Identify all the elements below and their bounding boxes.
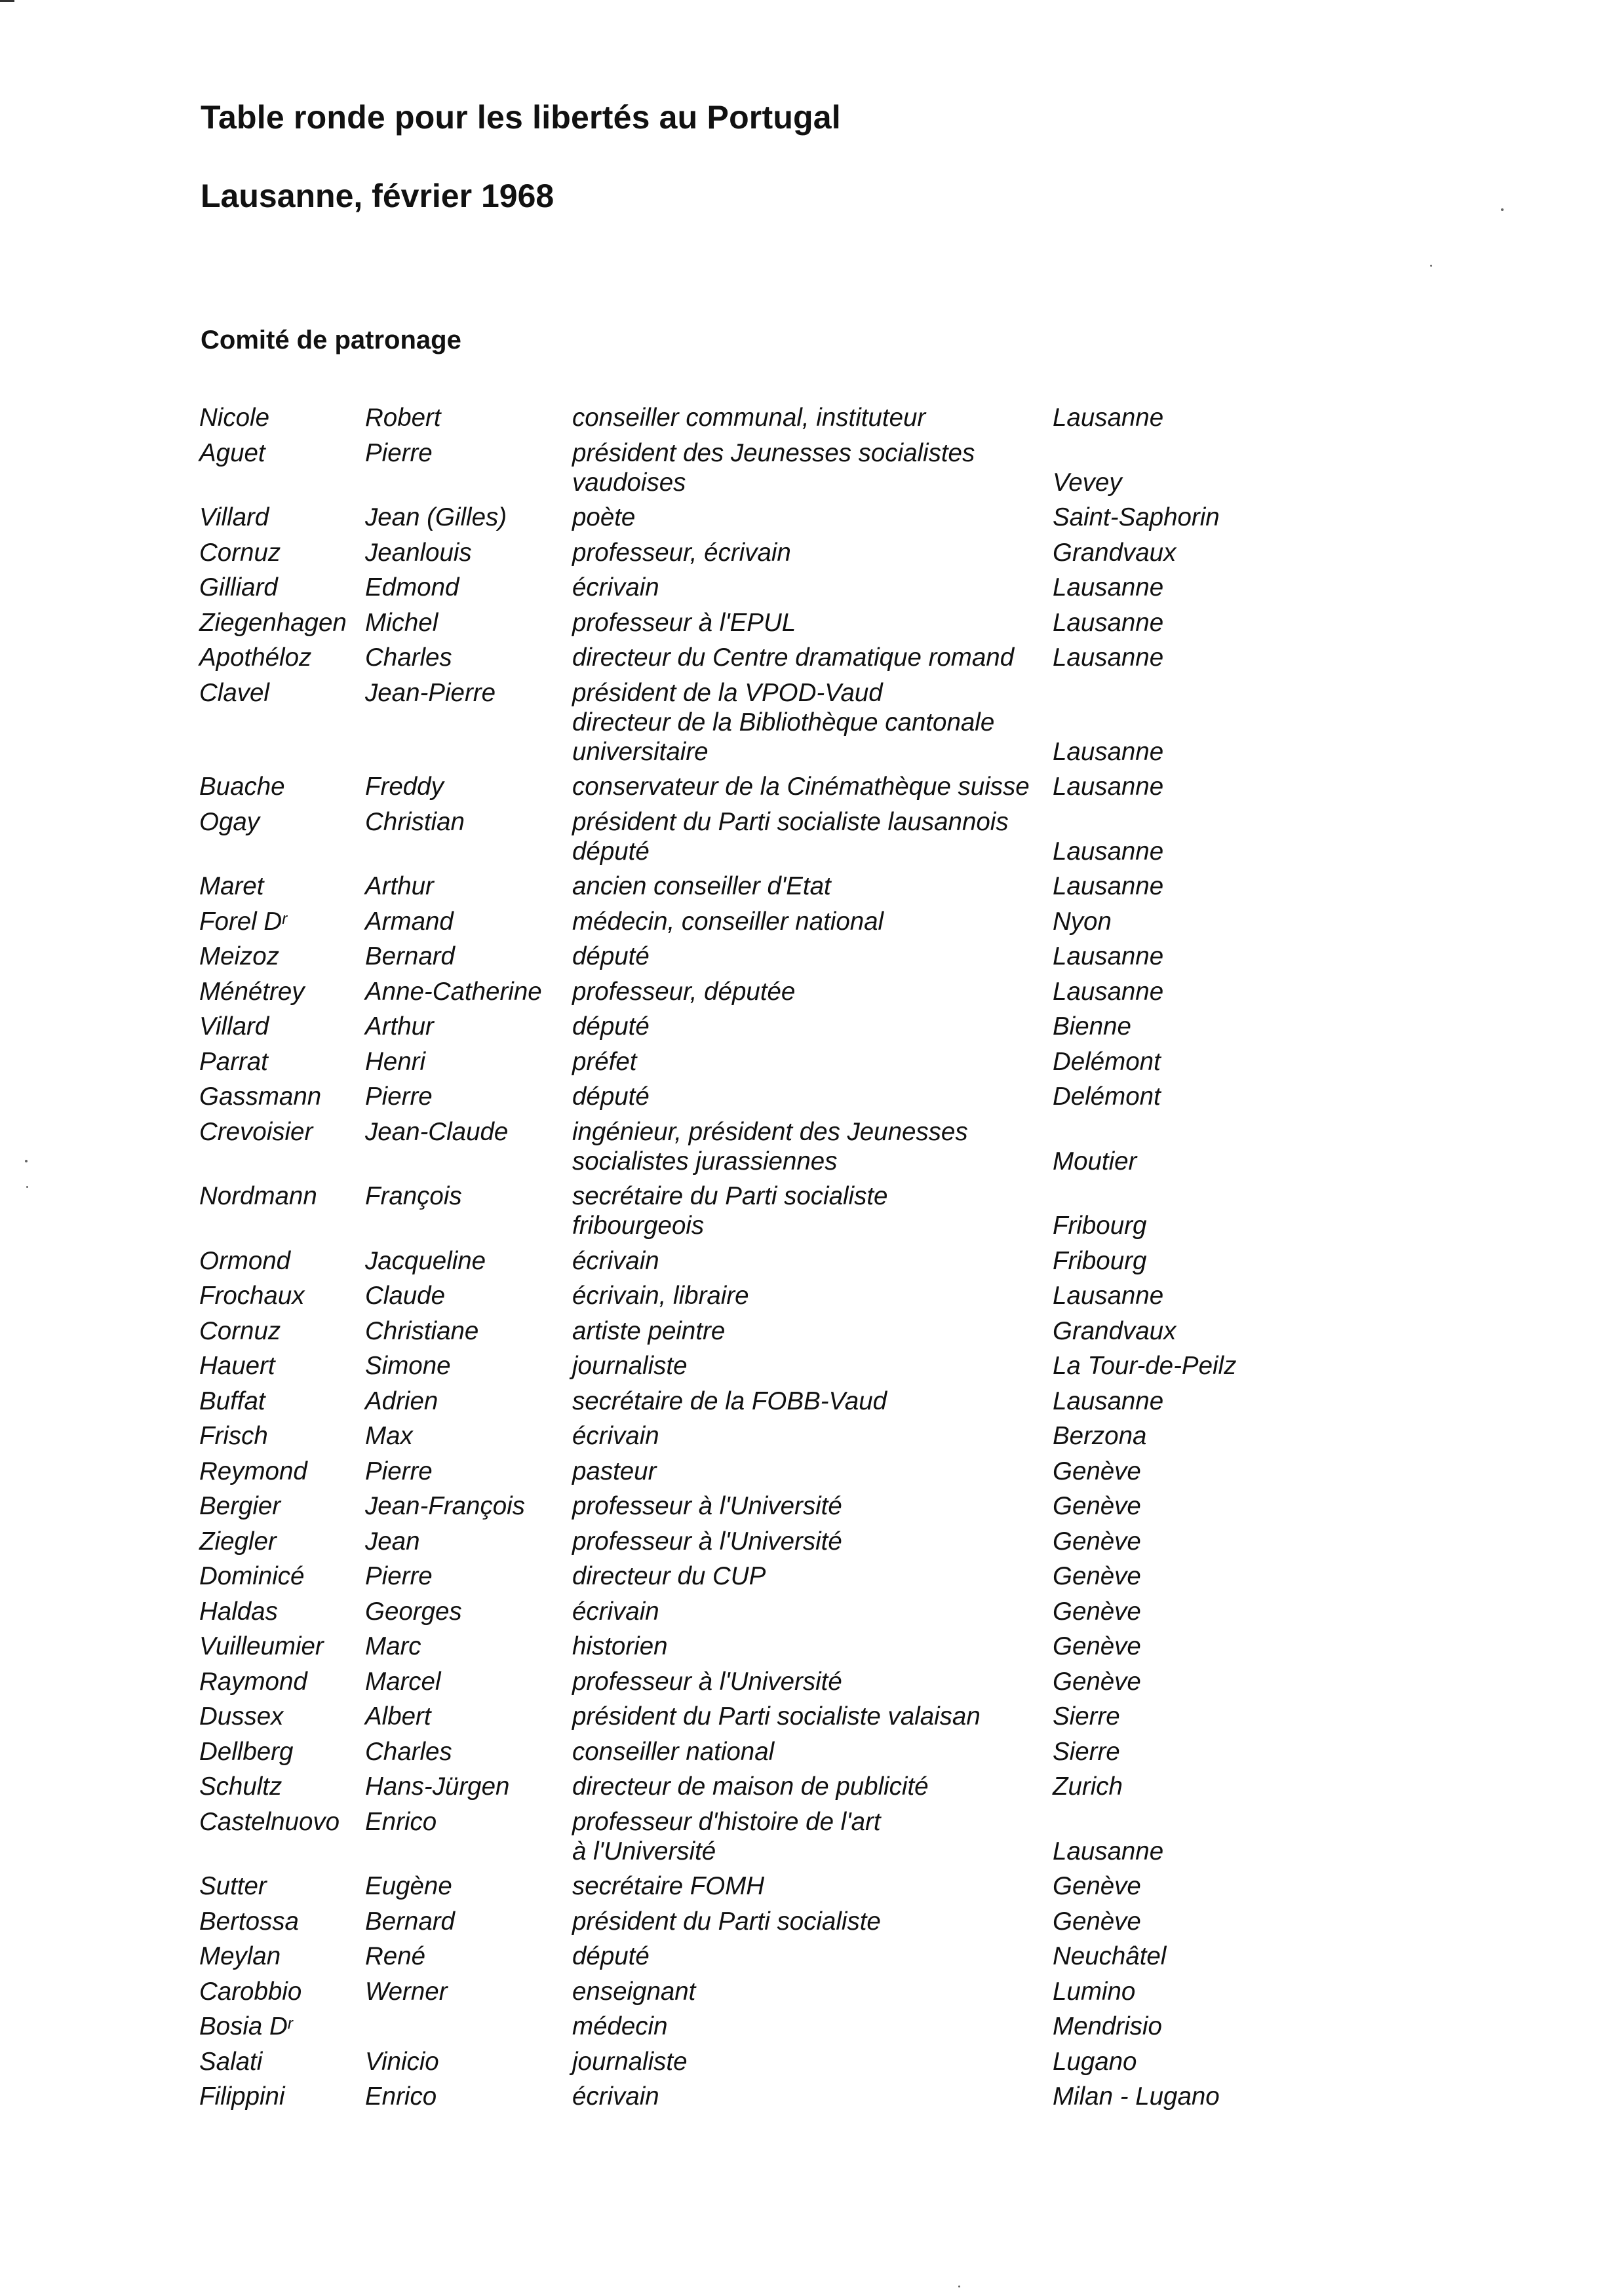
member-row <box>199 1702 1576 1737</box>
scan-corner-mark <box>0 0 14 2</box>
member-last-name-text: Buffat <box>199 1387 265 1415</box>
member-city: Lausanne <box>1053 773 1164 801</box>
member-role: poète <box>572 503 636 531</box>
member-last-name <box>199 977 305 1006</box>
member-last-name-text: Gilliard <box>199 573 278 602</box>
member-role: pasteur <box>572 1457 657 1485</box>
member-role: député <box>572 1012 650 1041</box>
member-last-name <box>199 1281 305 1311</box>
member-row <box>199 1457 1576 1492</box>
member-row <box>199 1421 1576 1457</box>
member-role: historien <box>572 1632 668 1660</box>
member-city: Fribourg <box>1053 1212 1147 1240</box>
member-role: secrétaire de la FOBB-Vaud <box>572 1387 887 1415</box>
member-first-name: Eugène <box>365 1872 452 1900</box>
scan-speck <box>26 1186 28 1188</box>
scan-speck <box>1501 208 1504 211</box>
member-city: Neuchâtel <box>1053 1942 1167 1970</box>
member-city: Lausanne <box>1053 977 1164 1006</box>
member-role: professeur à l'Université <box>572 1527 842 1556</box>
member-city: Grandvaux <box>1053 1316 1177 1345</box>
member-row <box>199 1977 1576 2012</box>
member-last-name <box>199 1421 268 1451</box>
member-last-name-text: Frisch <box>199 1422 268 1450</box>
member-first-name: Arthur <box>365 1012 434 1041</box>
member-row <box>199 2047 1576 2082</box>
member-last-name <box>199 1351 275 1381</box>
member-row <box>199 1351 1576 1387</box>
member-row <box>199 807 1576 872</box>
member-role: président du Parti socialiste lausannois député <box>572 807 1009 866</box>
member-first-name: Max <box>365 1422 413 1450</box>
member-row <box>199 772 1576 807</box>
member-first-name: Georges <box>365 1597 462 1626</box>
member-last-name-text: Carobbio <box>199 1977 302 2006</box>
member-last-name-text: Maret <box>199 872 264 900</box>
member-row <box>199 2012 1576 2047</box>
member-last-name-text: Meylan <box>199 1942 281 1970</box>
member-city: Lausanne <box>1053 837 1164 866</box>
member-title: $D^r$ <box>269 2012 293 2040</box>
member-city: Lausanne <box>1053 573 1164 602</box>
member-city: Genève <box>1053 1872 1141 1900</box>
member-last-name <box>199 643 311 672</box>
member-row <box>199 1667 1576 1702</box>
member-city: Lausanne <box>1053 942 1164 970</box>
member-row <box>199 678 1576 773</box>
member-city: Genève <box>1053 1632 1141 1660</box>
member-row <box>199 1491 1576 1527</box>
member-city: Saint-Saphorin <box>1053 503 1220 531</box>
member-first-name: Werner <box>365 1977 448 2006</box>
member-first-name: Claude <box>365 1282 446 1310</box>
member-city: Lugano <box>1053 2047 1137 2076</box>
member-first-name: Michel <box>365 608 438 637</box>
member-last-name <box>199 1561 304 1591</box>
member-first-name: Charles <box>365 643 452 672</box>
member-role: conseiller national <box>572 1737 775 1766</box>
member-last-name <box>199 772 285 801</box>
member-role: professeur d'histoire de l'art à l'Université <box>572 1807 881 1866</box>
member-last-name-text: Apothéloz <box>199 643 312 672</box>
member-role: professeur à l'Université <box>572 1667 842 1696</box>
member-city: Zurich <box>1053 1772 1123 1801</box>
member-role: président de la VPOD-Vaud directeur de la Bibliothèque cantonale universitaire <box>572 678 995 766</box>
member-last-name <box>199 1316 281 1346</box>
member-row <box>199 907 1576 942</box>
member-last-name-text: Sutter <box>199 1872 267 1900</box>
member-first-name: Armand <box>365 907 454 936</box>
member-last-name-text: Bosia <box>199 2012 263 2040</box>
member-last-name <box>199 2082 285 2111</box>
member-city: Lumino <box>1053 1977 1136 2006</box>
member-row <box>199 1316 1576 1352</box>
member-row <box>199 1181 1576 1246</box>
member-role: président des Jeunesses socialistes vaudoises <box>572 438 975 497</box>
member-first-name: Bernard <box>365 1907 455 1936</box>
member-first-name: Christian <box>365 807 465 836</box>
member-first-name: Simone <box>365 1352 451 1380</box>
member-first-name: Pierre <box>365 1562 433 1590</box>
member-role: député <box>572 1082 650 1111</box>
member-first-name: Pierre <box>365 1457 433 1485</box>
member-last-name <box>199 871 263 901</box>
member-city: Mendrisio <box>1053 2012 1162 2040</box>
member-city: Lausanne <box>1053 1387 1164 1415</box>
member-first-name: Pierre <box>365 1082 433 1111</box>
member-first-name: Jean <box>365 1527 420 1556</box>
member-role: professeur, écrivain <box>572 538 791 567</box>
member-row <box>199 643 1576 678</box>
member-role: directeur de maison de publicité <box>572 1772 929 1801</box>
member-last-name-text: Aguet <box>199 438 265 467</box>
member-row <box>199 871 1576 907</box>
member-first-name: Enrico <box>365 1807 437 1836</box>
member-role: écrivain <box>572 1422 659 1450</box>
member-last-name-text: Ménétrey <box>199 977 305 1006</box>
member-city: Grandvaux <box>1053 538 1177 567</box>
member-row <box>199 608 1576 643</box>
member-city: Genève <box>1053 1457 1141 1485</box>
member-last-name <box>199 1702 283 1731</box>
member-city: Nyon <box>1053 907 1112 936</box>
member-first-name: Jean-François <box>365 1492 525 1520</box>
member-city: Lausanne <box>1053 1282 1164 1310</box>
member-city: Genève <box>1053 1597 1141 1626</box>
member-row <box>199 1527 1576 1562</box>
member-last-name-text: Forel <box>199 907 257 936</box>
member-role: président du Parti socialiste valaisan <box>572 1702 981 1731</box>
member-last-name <box>199 1117 313 1147</box>
member-last-name-text: Castelnuovo <box>199 1807 340 1836</box>
member-role: ancien conseiller d'Etat <box>572 872 831 900</box>
member-first-name: Henri <box>365 1047 426 1076</box>
member-role: président du Parti socialiste <box>572 1907 881 1936</box>
member-first-name: Vinicio <box>365 2047 439 2076</box>
member-last-name-text: Filippini <box>199 2082 285 2111</box>
member-first-name: Arthur <box>365 872 434 900</box>
member-last-name <box>199 1737 293 1767</box>
member-role: médecin <box>572 2012 668 2040</box>
member-city: Sierre <box>1053 1702 1120 1731</box>
member-city: Berzona <box>1053 1422 1147 1450</box>
member-first-name: Marc <box>365 1632 421 1660</box>
member-row <box>199 1942 1576 1977</box>
member-city: Lausanne <box>1053 1837 1164 1866</box>
member-city: La Tour-de-Peilz <box>1053 1352 1237 1380</box>
member-last-name-text: Cornuz <box>199 538 281 567</box>
member-role: conservateur de la Cinémathèque suisse <box>572 773 1030 801</box>
scan-speck <box>958 2286 960 2287</box>
member-role: député <box>572 942 650 970</box>
member-last-name <box>199 1082 321 1111</box>
member-last-name-text: Ogay <box>199 807 260 836</box>
member-city: Lausanne <box>1053 737 1164 766</box>
member-role: écrivain, libraire <box>572 1282 749 1310</box>
member-last-name <box>199 1491 281 1521</box>
member-city: Moutier <box>1053 1147 1137 1176</box>
member-first-name: Robert <box>365 404 441 432</box>
member-first-name: Albert <box>365 1702 431 1731</box>
member-last-name-text: Dominicé <box>199 1562 305 1590</box>
member-last-name <box>199 403 269 432</box>
member-city: Lausanne <box>1053 608 1164 637</box>
member-last-name <box>199 1807 340 1837</box>
member-first-name: Hans-Jürgen <box>365 1772 510 1801</box>
member-last-name <box>199 942 279 971</box>
member-row <box>199 1561 1576 1597</box>
member-first-name: Edmond <box>365 573 459 602</box>
member-first-name: René <box>365 1942 426 1970</box>
member-last-name <box>199 2047 262 2076</box>
member-first-name: Jacqueline <box>365 1246 486 1275</box>
member-role: journaliste <box>572 2047 688 2076</box>
member-city: Genève <box>1053 1492 1141 1520</box>
member-row <box>199 1632 1576 1667</box>
member-role: préfet <box>572 1047 637 1076</box>
member-last-name-text: Gassmann <box>199 1082 322 1111</box>
member-last-name <box>199 1387 265 1416</box>
member-row <box>199 2082 1576 2117</box>
member-city: Vevey <box>1053 468 1122 497</box>
member-row <box>199 1907 1576 1942</box>
member-last-name-text: Meizoz <box>199 942 279 970</box>
member-row <box>199 1082 1576 1117</box>
member-last-name-text: Cornuz <box>199 1316 281 1345</box>
member-last-name-text: Bergier <box>199 1492 281 1520</box>
member-last-name-text: Buache <box>199 773 285 801</box>
member-last-name <box>199 538 281 567</box>
member-row <box>199 977 1576 1012</box>
member-row <box>199 438 1576 503</box>
member-role: secrétaire du Parti socialiste fribourgeois <box>572 1182 888 1240</box>
member-last-name-text: Schultz <box>199 1772 282 1801</box>
member-last-name-text: Frochaux <box>199 1282 305 1310</box>
member-role: ingénieur, président des Jeunesses socialistes jurassiennes <box>572 1117 968 1176</box>
member-last-name <box>199 1667 307 1696</box>
member-role: médecin, conseiller national <box>572 907 884 936</box>
member-last-name <box>199 678 269 708</box>
member-last-name-text: Reymond <box>199 1457 307 1485</box>
member-role: professeur à l'Université <box>572 1492 842 1520</box>
member-role: professeur à l'EPUL <box>572 608 796 637</box>
member-last-name <box>199 1012 269 1041</box>
member-role: écrivain <box>572 1597 659 1626</box>
member-last-name-text: Nordmann <box>199 1182 317 1210</box>
member-first-name: Adrien <box>365 1387 438 1415</box>
member-city: Genève <box>1053 1667 1141 1696</box>
member-first-name: Bernard <box>365 942 455 970</box>
member-last-name <box>199 1907 299 1936</box>
member-role: journaliste <box>572 1352 688 1380</box>
member-last-name-text: Ormond <box>199 1246 291 1275</box>
scan-speck <box>25 1160 28 1162</box>
member-role: artiste peintre <box>572 1316 726 1345</box>
section-heading: Comité de patronage <box>201 326 461 354</box>
member-last-name-text: Ziegenhagen <box>199 608 347 637</box>
member-last-name <box>199 1772 282 1801</box>
member-last-name-text: Haldas <box>199 1597 278 1626</box>
member-row <box>199 503 1576 538</box>
member-last-name <box>199 1047 268 1077</box>
member-city: Fribourg <box>1053 1246 1147 1275</box>
member-row <box>199 1246 1576 1282</box>
member-first-name: Christiane <box>365 1316 479 1345</box>
member-last-name-text: Raymond <box>199 1667 307 1696</box>
document-title: Table ronde pour les libertés au Portugal <box>201 99 841 136</box>
member-last-name <box>199 1457 307 1486</box>
member-city: Bienne <box>1053 1012 1131 1041</box>
member-last-name-text: Clavel <box>199 678 269 707</box>
member-row <box>199 1117 1576 1182</box>
member-last-name <box>199 1942 281 1971</box>
member-first-name: Jeanlouis <box>365 538 472 567</box>
member-last-name-text: Villard <box>199 503 269 531</box>
member-first-name: Freddy <box>365 773 444 801</box>
member-city: Lausanne <box>1053 872 1164 900</box>
scan-speck <box>1430 265 1432 267</box>
member-role: enseignant <box>572 1977 696 2006</box>
member-last-name <box>199 907 287 936</box>
member-last-name-text: Dellberg <box>199 1737 294 1766</box>
member-first-name: Jean (Gilles) <box>365 503 507 531</box>
member-last-name-text: Hauert <box>199 1352 275 1380</box>
member-row <box>199 538 1576 573</box>
member-title: $D^r$ <box>263 907 288 936</box>
member-first-name: Pierre <box>365 438 433 467</box>
member-last-name <box>199 608 347 638</box>
member-last-name <box>199 503 269 532</box>
member-first-name: Jean-Claude <box>365 1117 509 1146</box>
patronage-list <box>199 403 1576 2117</box>
member-city: Lausanne <box>1053 404 1164 432</box>
member-last-name <box>199 2012 293 2041</box>
member-first-name: Charles <box>365 1737 452 1766</box>
member-role: député <box>572 1942 650 1970</box>
member-role: directeur du Centre dramatique romand <box>572 643 1015 672</box>
member-first-name: Anne-Catherine <box>365 977 542 1006</box>
member-role: secrétaire FOMH <box>572 1872 765 1900</box>
member-last-name <box>199 1977 302 2006</box>
member-city: Milan - Lugano <box>1053 2082 1220 2111</box>
member-last-name-text: Nicole <box>199 404 269 432</box>
member-last-name-text: Parrat <box>199 1047 268 1076</box>
member-city: Delémont <box>1053 1047 1161 1076</box>
member-row <box>199 942 1576 977</box>
member-row <box>199 1387 1576 1422</box>
member-last-name <box>199 807 260 837</box>
member-row <box>199 1047 1576 1082</box>
member-role: écrivain <box>572 2082 659 2111</box>
member-row <box>199 1281 1576 1316</box>
member-role: écrivain <box>572 573 659 602</box>
member-last-name-text: Vuilleumier <box>199 1632 324 1660</box>
member-last-name <box>199 1871 267 1901</box>
member-last-name-text: Bertossa <box>199 1907 299 1936</box>
member-last-name <box>199 1632 324 1661</box>
member-row <box>199 1807 1576 1872</box>
member-city: Genève <box>1053 1527 1141 1556</box>
member-city: Delémont <box>1053 1082 1161 1111</box>
member-last-name <box>199 1181 317 1211</box>
member-first-name: François <box>365 1182 462 1210</box>
member-first-name: Jean-Pierre <box>365 678 496 707</box>
member-last-name-text: Dussex <box>199 1702 284 1731</box>
document-subtitle: Lausanne, février 1968 <box>201 178 555 214</box>
member-first-name: Marcel <box>365 1667 441 1696</box>
member-last-name-text: Salati <box>199 2047 263 2076</box>
member-role: directeur du CUP <box>572 1562 766 1590</box>
member-last-name-text: Ziegler <box>199 1527 277 1556</box>
member-last-name <box>199 1597 278 1626</box>
member-row <box>199 403 1576 438</box>
member-row <box>199 1737 1576 1772</box>
member-last-name <box>199 1246 290 1276</box>
member-role: écrivain <box>572 1246 659 1275</box>
member-city: Genève <box>1053 1907 1141 1936</box>
member-city: Lausanne <box>1053 643 1164 672</box>
member-last-name <box>199 573 278 602</box>
member-row <box>199 1597 1576 1632</box>
member-last-name <box>199 1527 277 1556</box>
member-role: conseiller communal, instituteur <box>572 404 926 432</box>
member-row <box>199 1871 1576 1907</box>
member-city: Sierre <box>1053 1737 1120 1766</box>
member-row <box>199 573 1576 608</box>
member-role: professeur, députée <box>572 977 796 1006</box>
member-row <box>199 1772 1576 1807</box>
member-city: Genève <box>1053 1562 1141 1590</box>
member-last-name <box>199 438 265 468</box>
member-last-name-text: Crevoisier <box>199 1117 313 1146</box>
member-row <box>199 1012 1576 1047</box>
member-first-name: Enrico <box>365 2082 437 2111</box>
member-last-name-text: Villard <box>199 1012 269 1041</box>
